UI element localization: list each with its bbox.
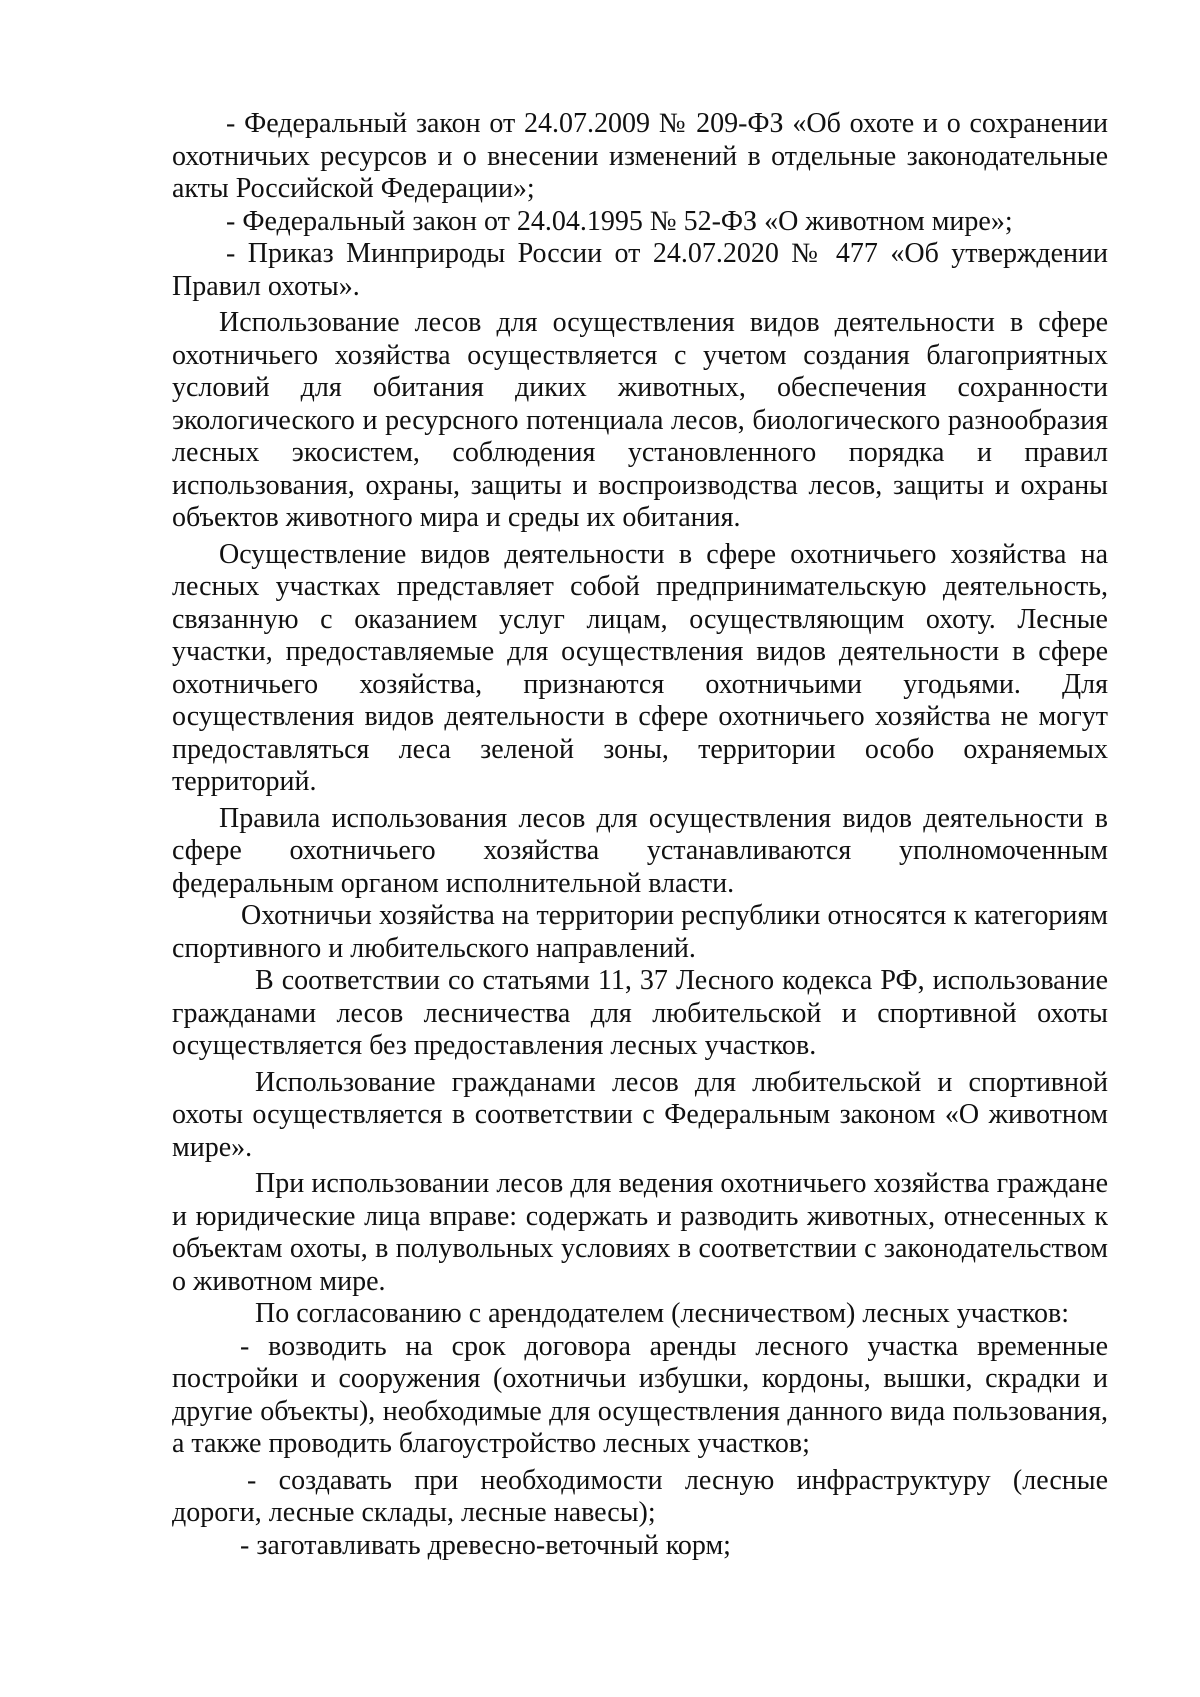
paragraph-forest-code: В соответствии со статьями 11, 37 Лесного кодекса РФ, использование гражданами лесов лесничества для любительской и спортивной охоты осуществляется без предоставления лесных участков. xyxy=(172,965,1108,1061)
paragraph-forest-use: Использование лесов для осуществления видов деятельности в сфере охотничьего хозяйства осуществляется с учетом создания благоприятных условий для обитания диких животных, обеспечения сохранности экологического и ресурсного потенциала лесов, биологического разнообразия лесных экосистем, соблюдения установленного порядка и правил использования, охраны, защиты и воспроизводства лесов, защиты и охраны объектов животного мира и среды их обитания. xyxy=(172,307,1108,533)
document-body xyxy=(172,108,1108,1562)
paragraph-forest-use-rules: Правила использования лесов для осуществления видов деятельности в сфере охотничьего хозяйства устанавливаются уполномоченным федеральным органом исполнительной власти. xyxy=(172,802,1108,899)
list-item-temporary-buildings: - возводить на срок договора аренды лесного участка временные постройки и сооружения (охотничьи избушки, кордоны, вышки, скрадки и другие объекты), необходимые для осуществления данного вида пользования, а также проводить благоустройство лесных участков; xyxy=(172,1330,1108,1459)
paragraph-citizens-use: Использование гражданами лесов для любительской и спортивной охоты осуществляется в соответствии с Федеральным законом «О животном мире». xyxy=(172,1066,1108,1163)
list-item-infrastructure: - создавать при необходимости лесную инфраструктуру (лесные дороги, лесные склады, лесные навесы); xyxy=(172,1464,1108,1528)
paragraph-agreement: По согласованию с арендодателем (лесничеством) лесных участков: xyxy=(255,1298,1070,1329)
paragraph-hunting-activity: Осуществление видов деятельности в сфере охотничьего хозяйства на лесных участках представляет собой предпринимательскую деятельность, связанную с оказанием услуг лицам, осуществляющим охоту. Лесные участки, предоставляемые для осуществления видов деятельности в сфере охотничьего хозяйства, признаются охотничьими угодьями. Для осуществления видов деятельности в сфере охотничьего хозяйства не могут предоставляться леса зеленой зоны, территории особо охраняемых территорий. xyxy=(172,538,1108,797)
paragraph-order-477: - Приказ Минприроды России от 24.07.2020 № 477 «Об утверждении Правил охоты». xyxy=(172,238,1108,302)
paragraph-rights: При использовании лесов для ведения охотничьего хозяйства граждане и юридические лица вправе: содержать и разводить животных, отнесенных к объектам охоты, в полувольных условиях в соответствии с законодательством о животном мире. xyxy=(172,1168,1108,1297)
paragraph-law-52: - Федеральный закон от 24.04.1995 № 52-ФЗ «О животном мире»; xyxy=(226,205,1013,237)
list-item-feed: - заготавливать древесно-веточный корм; xyxy=(240,1529,731,1561)
paragraph-hunting-farms: Охотничьи хозяйства на территории республики относятся к категориям спортивного и любительского направлений. xyxy=(172,900,1108,964)
paragraph-law-209: - Федеральный закон от 24.07.2009 № 209-ФЗ «Об охоте и о сохранении охотничьих ресурсов и о внесении изменений в отдельные законодательные акты Российской Федерации»; xyxy=(172,108,1108,204)
